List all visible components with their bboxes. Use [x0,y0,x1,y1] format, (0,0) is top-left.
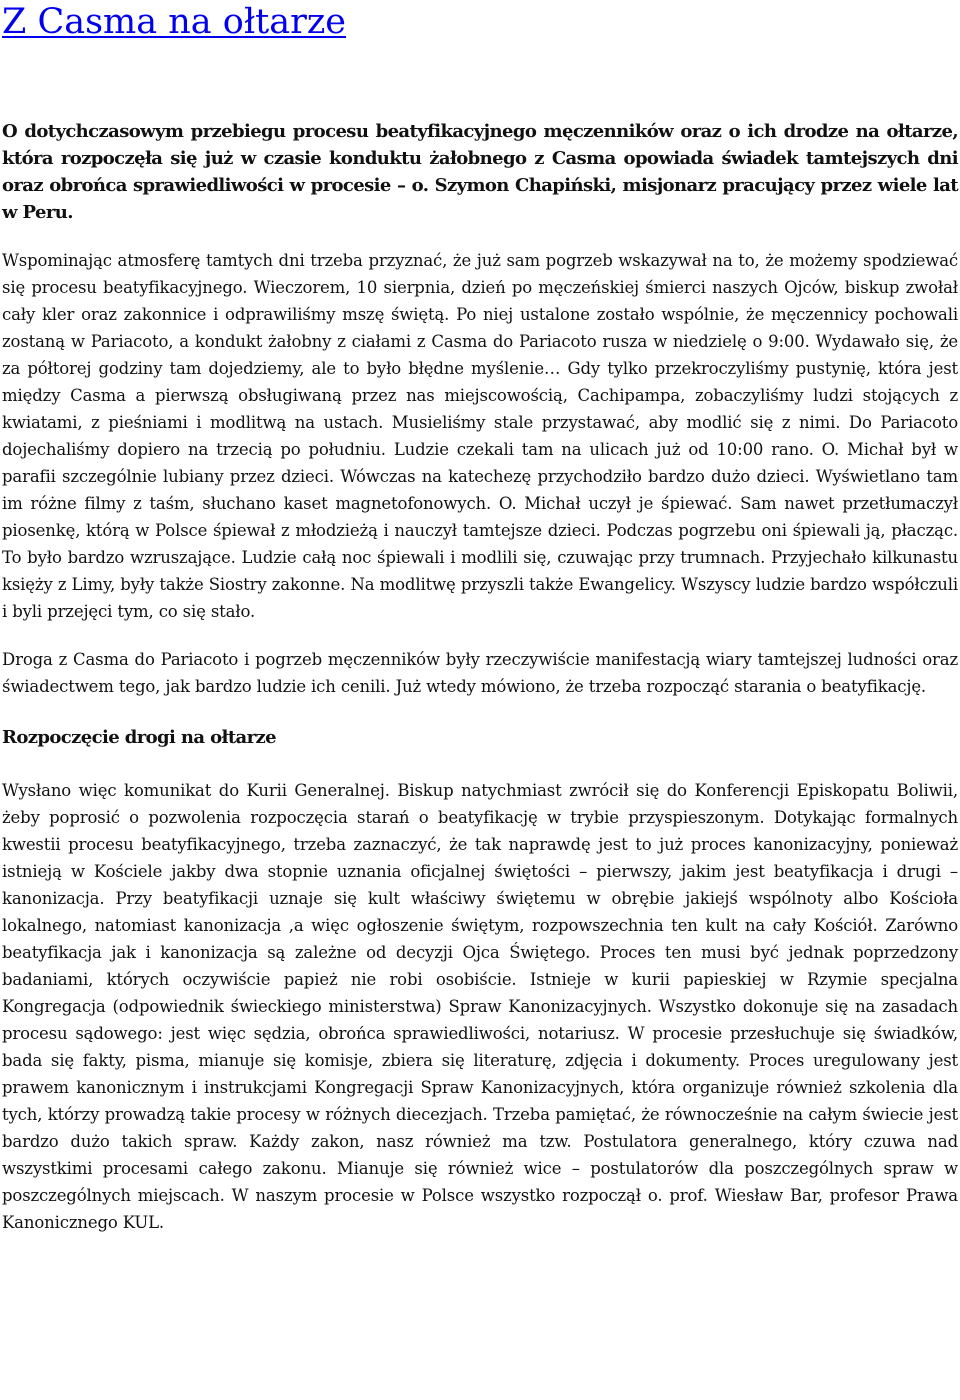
article-paragraph: Wspominając atmosferę tamtych dni trzeba przyznać, że już sam pogrzeb wskazywał na to, że możemy spodziewać się procesu beatyfikacyjnego. Wieczorem, 10 sierpnia, dzień po męczeńskiej śmierci naszych Ojców, biskup zwołał cały kler oraz zakonnice i odprawiliśmy mszę świętą. Po niej ustalone zostało wspólnie, że męczennicy pochowali zostaną w Pariacoto, a kondukt żałobny z ciałami z Casma do Pariacoto rusza w niedzielę o 9:00. Wydawało się, że za półtorej godziny tam dojedziemy, ale to było błędne myślenie… Gdy tylko przekroczyliśmy pustynię, która jest między Casma a pierwszą obsługiwaną przez nas miejscowością, Cachipampa, zobaczyliśmy ludzi stojących z kwiatami, z pieśniami i modlitwą na ustach. Musieliśmy stale przystawać, aby modlić się z nimi. Do Pariacoto dojechaliśmy dopiero na trzecią po południu. Ludzie czekali tam na ulicach już od 10:00 rano. O. Michał był w parafii szczególnie lubiany przez dzieci. Wówczas na katechezę przychodziło bardzo dużo dzieci. Wyświetlano tam im różne filmy z taśm, słuchano kaset magnetofonowych. O. Michał uczył je śpiewać. Sam nawet przetłumaczył piosenkę, którą w Polsce śpiewał z młodzieżą i nauczył tamtejsze dzieci. Podczas pogrzebu oni śpiewali ją, płacząc. To było bardzo wzruszające. Ludzie całą noc śpiewali i modlili się, czuwając przy trumnach. Przyjechało kilkunastu księży z Limy, były także Siostry zakonne. Na modlitwę przyszli także Ewangelicy. Wszyscy ludzie bardzo współczuli i byli przejęci tym, co się stało. [2,251,958,621]
article-title-link[interactable]: Z Casma na ołtarze [2,2,347,42]
article-lead: O dotychczasowym przebiegu procesu beatyfikacyjnego męczenników oraz o ich drodze na ołtarze, która rozpoczęła się już w czasie konduktu żałobnego z Casma opowiada świadek tamtejszych dni oraz obrońca sprawiedliwości w procesie – o. Szymon Chapiński, misjonarz pracujący przez wiele lat w Peru. [2,121,958,223]
section-paragraph: Wysłano więc komunikat do Kurii Generalnej. Biskup natychmiast zwrócił się do Konferencji Episkopatu Boliwii, żeby poprosić o pozwolenia rozpoczęcia starań o beatyfikację w trybie przyspieszonym. Dotykając formalnych kwestii procesu beatyfikacyjnego, trzeba zaznaczyć, że tak naprawdę jest to już proces kanonizacyjny, ponieważ istnieją w Kościele jakby dwa stopnie uznania oficjalnej świętości – pierwszy, jakim jest beatyfikacja i drugi – kanonizacja. Przy beatyfikacji uznaje się kult właściwy świętemu w obrębie jakiejś wspólnoty albo Kościoła lokalnego, natomiast kanonizacja ,a więc ogłoszenie świętym, rozpowszechnia ten kult na cały Kościół. Zarówno beatyfikacja jak i kanonizacja są zależne od decyzji Ojca Świętego. Proces ten musi być jednak poprzedzony badaniami, których oczywiście papież nie robi osobiście. Istnieje w kurii papieskiej w Rzymie specjalna Kongregacja (odpowiednik świeckiego ministerstwa) Spraw Kanonizacyjnych. Wszystko dokonuje się na zasadach procesu sądowego: jest więc sędzia, obrońca sprawiedliwości, notariusz. W procesie przesłuchuje się świadków, bada się fakty, pisma, mianuje się komisje, zbiera się literaturę, zdjęcia i dokumenty. Proces uregulowany jest prawem kanonicznym i instrukcjami Kongregacji Spraw Kanonizacyjnych, która organizuje również szkolenia dla tych, którzy prowadzą takie procesy w różnych diecezjach. Trzeba pamiętać, że równocześnie na całym świecie jest bardzo dużo takich spraw. Każdy zakon, nasz również ma tzw. Postulatora generalnego, który czuwa nad wszystkimi procesami całego zakonu. Mianuje się również wice – postulatorów dla poszczególnych spraw w poszczególnych miejscach. W naszym procesie w Polsce wszystko rozpoczął o. prof. Wiesław Bar, profesor Prawa Kanonicznego KUL. [2,781,958,1232]
section-heading: Rozpoczęcie drogi na ołtarze [2,727,276,748]
article-paragraph: Droga z Casma do Pariacoto i pogrzeb męczenników były rzeczywiście manifestacją wiary tamtejszej ludności oraz świadectwem tego, jak bardzo ludzie ich cenili. Już wtedy mówiono, że trzeba rozpocząć starania o beatyfikację. [2,650,958,696]
